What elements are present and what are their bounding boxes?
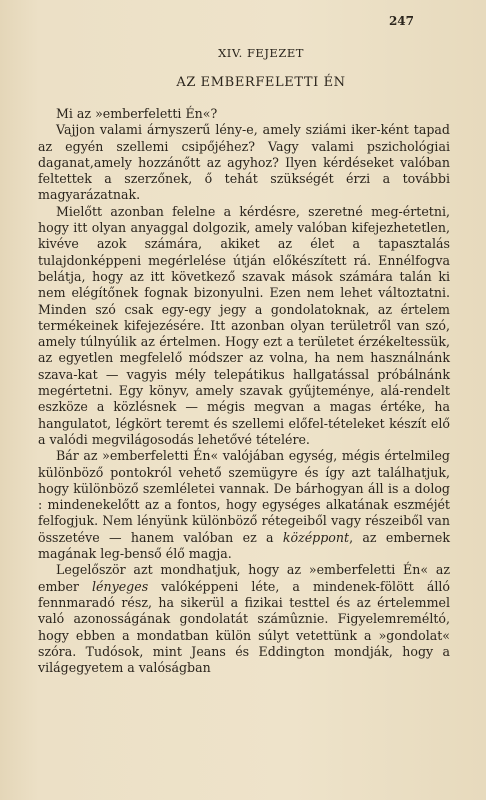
paragraph xyxy=(38,448,450,562)
paragraph xyxy=(38,106,450,122)
paragraph-text: Mielőtt azonban felelne a kérdésre, szeretné meg-értetni, hogy itt olyan anyaggal dolgozik, amely valóban kifejezhetetlen, kivéve azok számára, akiket az élet a tapasztalás tulajdonképpeni megérlelése útján előkészített rá. Ennélfogva belátja, hogy az itt következő szavak mások számára talán ki nem elégítőnek fognak bizonyulni. Ezen nem lehet változtatni. Minden szó csak egy-egy jegy a gondolatoknak, az értelem termékeinek kifejezésére. Itt azonban olyan területről van szó, amely túlnyúlik az értelmen. Hogy ezt a területet érzékeltessük, az egyetlen megfelelő módszer az volna, ha nem használnánk szava-kat — vagyis mély telepátikus hallgatással próbálnánk megértetni. Egy könyv, amely szavak gyűjteménye, alá-rendelt eszköze a közlésnek — mégis megvan a magas értéke, ha hangulatot, légkört teremt és szellemi előfel-tételeket készít elő a valódi megvilágosodás lehetővé tételére. xyxy=(38,203,450,447)
paragraph-text: , az embernek magának leg-benső élő magja. xyxy=(38,529,450,562)
italic-emphasis: középpont xyxy=(282,529,350,545)
chapter-title: AZ EMBERFELETTI ÉN xyxy=(176,75,346,90)
paragraph xyxy=(38,562,450,676)
paragraph-text: Legelőször azt mondhatjuk, hogy az »emberfeletti Én« az ember xyxy=(38,562,450,594)
paragraph-text: Bár az »emberfeletti Én« valójában egység, mégis értelmileg különböző pontokról vehető szemügyre és így azt találhatjuk, hogy különböző szemléletei vannak. De bárhogyan áll is a dolog : mindenekelőtt az a fontos, hogy egységes alkatának eszméjét felfogjuk. Nem lényünk különböző rétegeiből vagy részeiből van összetéve — hanem valóban ez a xyxy=(38,448,450,545)
paragraph-text: valóképpeni léte, a mindenek-fölött álló fennmaradó rész, ha sikerül a fizikai testtel és az értelemmel való azonosságának gondolatát számûznie. Figyelemreméltó, hogy ebben a mondatban külön súlyt vetettünk a »gondolat« szóra. Tudósok, mint Jeans és Eddington mondják, hogy a világegyetem a valóságban xyxy=(38,578,451,676)
paragraph-text: Mi az »emberfeletti Én«? xyxy=(56,106,218,121)
paragraph xyxy=(38,204,450,448)
paragraph-text: Vajjon valami árnyszerű lény-e, amely sziámi iker-ként tapad az egyén szellemi csipőjéhez? Vagy valami pszichológiai daganat,amely hozzánőtt az agyhoz? Ilyen kérdéseket valóban feltettek a szerzőnek, ő tehát szükségét érzi a további magyarázatnak. xyxy=(38,122,450,203)
body-text xyxy=(38,106,450,676)
chapter-heading: XIV. FEJEZET xyxy=(218,46,304,60)
paragraph xyxy=(38,122,450,203)
italic-emphasis: lényeges xyxy=(92,578,149,594)
page-number: 247 xyxy=(388,14,414,28)
